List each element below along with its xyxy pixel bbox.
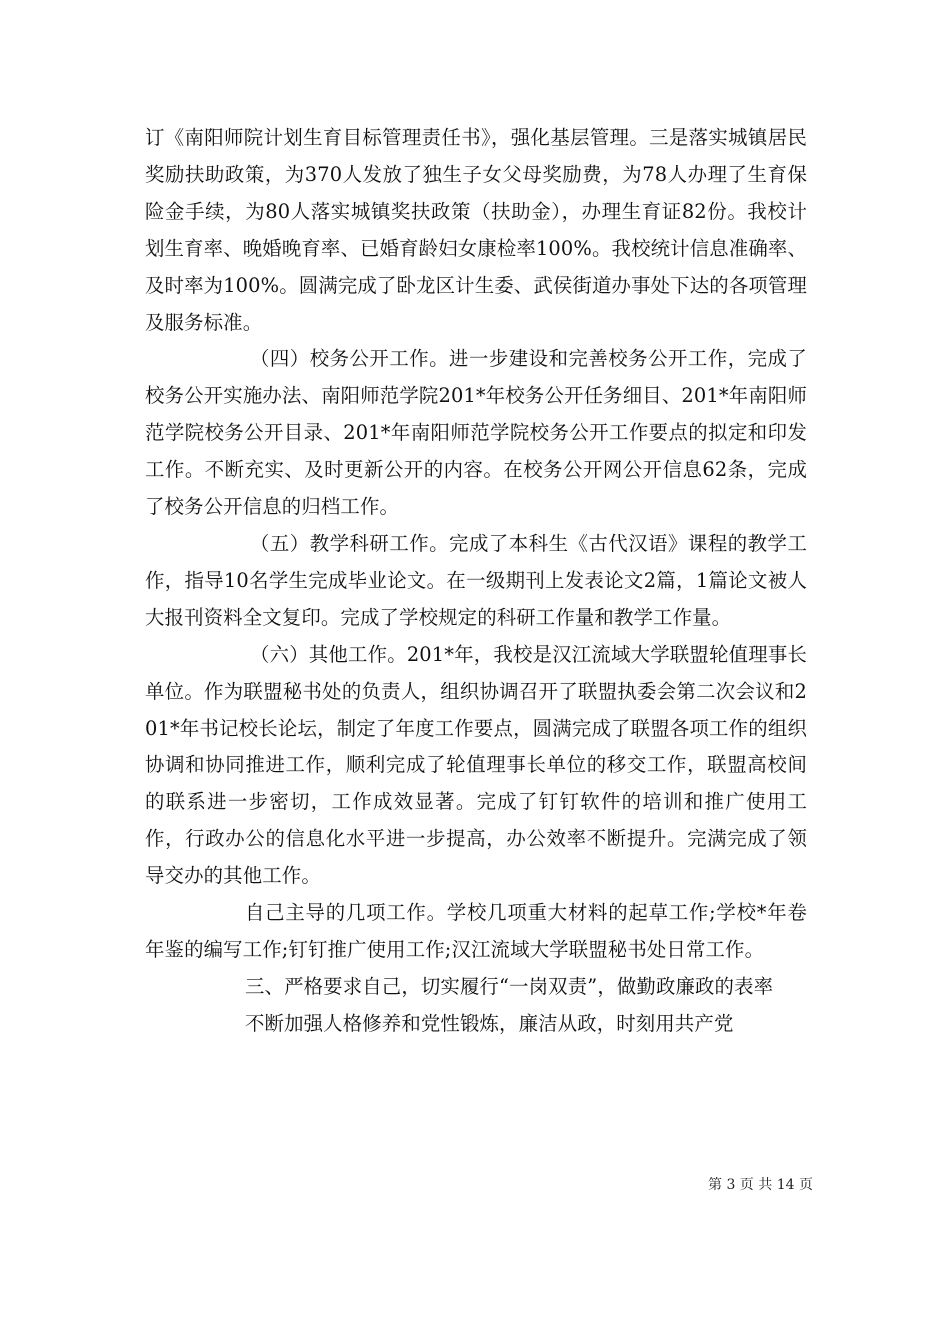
section-heading-self-discipline: 三、严格要求自己，切实履行“一岗双责”，做勤政廉政的表率 — [245, 974, 774, 998]
paragraph-led-work: 自己主导的几项工作。学校几项重大材料的起草工作;学校*年卷年鉴的编写工作;钉钉推广使用工作;汉江流域大学联盟秘书处日常工作。 — [145, 901, 807, 961]
page-number-footer: 第 3 页 共 14 页 — [708, 1177, 813, 1193]
paragraph-teaching-research: （五）教学科研工作。完成了本科生《古代汉语》课程的教学工作，指导10名学生完成毕业论文。在一级期刊上发表论文2篇，1篇论文被人大报刊资料全文复印。完成了学校规定的科研工作量和教学工作量。 — [145, 531, 807, 629]
paragraph-integrity: 不断加强人格修养和党性锻炼，廉洁从政，时刻用共产党 — [245, 1011, 734, 1035]
document-body — [145, 120, 807, 1043]
paragraph-family-planning: 订《南阳师院计划生育目标管理责任书》，强化基层管理。三是落实城镇居民奖励扶助政策，为370人发放了独生子女父母奖励费，为78人办理了生育保险金手续，为80人落实城镇奖扶政策（扶助金），办理生育证82份。我校计划生育率、晚婚晚育率、已婚育龄妇女康检率100%。我校统计信息准确率、及时率为100%。圆满完成了卧龙区计生委、武侯街道办事处下达的各项管理及服务标准。 — [145, 126, 807, 334]
paragraph-other-work: （六）其他工作。201*年，我校是汉江流域大学联盟轮值理事长单位。作为联盟秘书处的负责人，组织协调召开了联盟执委会第二次会议和201*年书记校长论坛，制定了年度工作要点，圆满完成了联盟各项工作的组织协调和协同推进工作，顺利完成了轮值理事长单位的移交工作，联盟高校间的联系进一步密切，工作成效显著。完成了钉钉软件的培训和推广使用工作，行政办公的信息化水平进一步提高，办公效率不断提升。完满完成了领导交办的其他工作。 — [145, 642, 807, 888]
paragraph-school-affairs-disclosure: （四）校务公开工作。进一步建设和完善校务公开工作，完成了校务公开实施办法、南阳师范学院201*年校务公开任务细目、201*年南阳师范学院校务公开目录、201*年南阳师范学院校务公开工作要点的拟定和印发工作。不断充实、及时更新公开的内容。在校务公开网公开信息62条，完成了校务公开信息的归档工作。 — [145, 347, 807, 519]
